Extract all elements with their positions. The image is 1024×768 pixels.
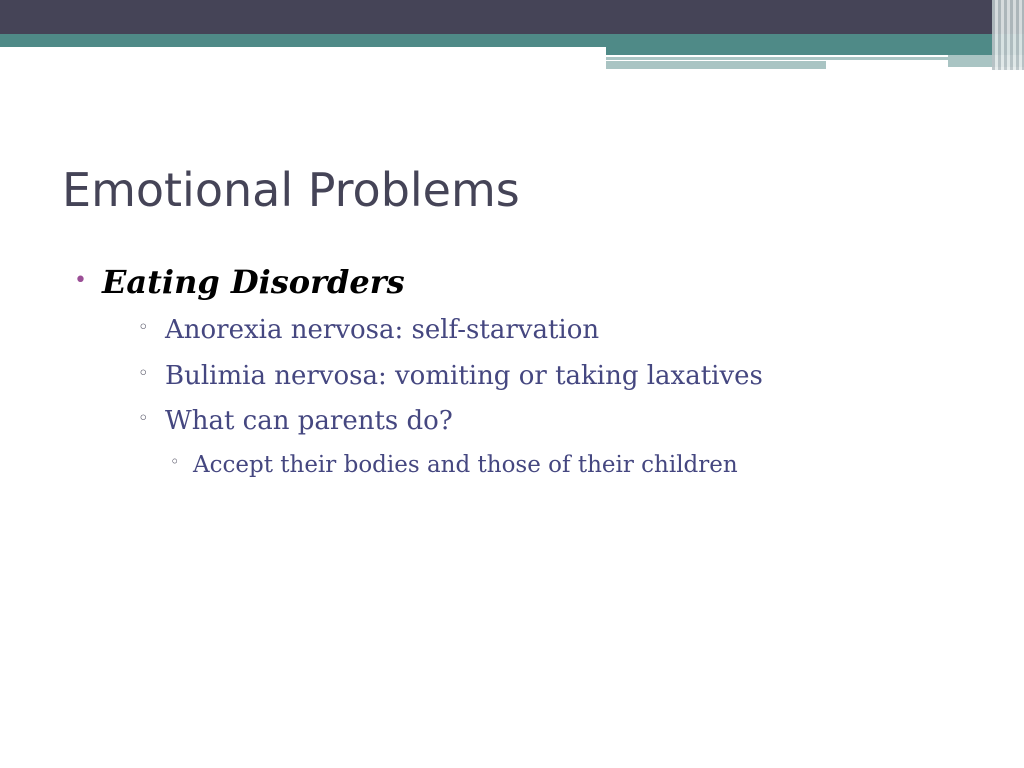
header-band-teal-extension bbox=[606, 47, 1024, 55]
sub-sub-bullet-marker-icon: ◦ bbox=[170, 452, 180, 471]
header-band-dark bbox=[0, 0, 1024, 34]
sub-bullet-text: What can parents do? bbox=[165, 406, 453, 436]
header-band-teal bbox=[0, 34, 1024, 47]
bullet-marker-icon: • bbox=[74, 268, 87, 293]
sub-sub-bullet-text: Accept their bodies and those of their children bbox=[193, 452, 738, 478]
sub-bullet-text: Anorexia nervosa: self-starvation bbox=[165, 315, 600, 345]
sub-bullet-text: Bulimia nervosa: vomiting or taking laxatives bbox=[165, 361, 763, 391]
sub-bullet-marker-icon: ◦ bbox=[138, 317, 149, 338]
slide-title: Emotional Problems bbox=[62, 163, 520, 217]
sub-bullet-marker-icon: ◦ bbox=[138, 363, 149, 384]
bullet-text: Eating Disorders bbox=[102, 263, 405, 301]
header-band-light-thin bbox=[606, 57, 948, 60]
header-band-light bbox=[606, 61, 826, 69]
sub-bullet-marker-icon: ◦ bbox=[138, 408, 149, 429]
header-stripes bbox=[992, 0, 1024, 70]
